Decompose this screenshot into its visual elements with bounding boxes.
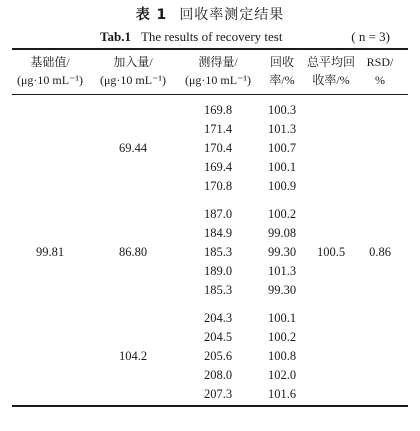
table-caption-en: The results of recovery test	[140, 29, 283, 44]
measured-cell: 207.3	[203, 387, 233, 401]
avg-recovery-cell: 100.5	[316, 245, 346, 259]
measured-cell: 169.8	[203, 103, 233, 117]
recovery-cell: 100.2	[267, 207, 297, 221]
measured-cell: 171.4	[203, 122, 233, 136]
recovery-cell: 100.7	[267, 141, 297, 155]
header-base-value: 基础值/ (μg·10 mL⁻¹)	[16, 55, 84, 87]
recovery-cell: 100.2	[267, 330, 297, 344]
measured-cell: 205.6	[203, 349, 233, 363]
recovery-cell: 100.9	[267, 179, 297, 193]
header-recovery: 回收 率/%	[269, 55, 295, 87]
table-caption-cn: 回收率测定结果	[179, 7, 285, 23]
table-title-cn	[0, 4, 420, 24]
measured-cell: 204.5	[203, 330, 233, 344]
measured-cell: 170.8	[203, 179, 233, 193]
measured-cell: 189.0	[203, 264, 233, 278]
recovery-cell: 99.08	[267, 226, 297, 240]
top-rule	[12, 48, 408, 50]
measured-cell: 187.0	[203, 207, 233, 221]
header-measured-amount: 测得量/ (μg·10 mL⁻¹)	[184, 55, 252, 87]
header-rsd: RSD/ %	[366, 55, 394, 87]
added-cell: 86.80	[118, 245, 148, 259]
recovery-cell: 100.3	[267, 103, 297, 117]
measured-cell: 185.3	[203, 245, 233, 259]
recovery-cell: 102.0	[267, 368, 297, 382]
recovery-cell: 100.1	[267, 160, 297, 174]
header-average-recovery: 总平均回 收率/%	[306, 55, 355, 87]
measured-cell: 185.3	[203, 283, 233, 297]
recovery-cell: 99.30	[267, 283, 297, 297]
table-number-cn: 表 1	[135, 7, 168, 23]
header-rule	[12, 94, 408, 95]
table-title-en	[100, 29, 282, 45]
base-value-cell: 99.81	[35, 245, 65, 259]
rsd-cell: 0.86	[369, 245, 391, 259]
recovery-cell: 100.8	[267, 349, 297, 363]
bottom-rule	[12, 405, 408, 407]
measured-cell: 184.9	[203, 226, 233, 240]
measured-cell: 204.3	[203, 311, 233, 325]
header-added-amount: 加入量/ (μg·10 mL⁻¹)	[99, 55, 167, 87]
recovery-cell: 100.1	[267, 311, 297, 325]
measured-cell: 169.4	[203, 160, 233, 174]
measured-cell: 170.4	[203, 141, 233, 155]
recovery-cell: 101.3	[267, 264, 297, 278]
measured-cell: 208.0	[203, 368, 233, 382]
added-cell: 104.2	[118, 349, 148, 363]
table-number-en: Tab.1	[100, 29, 131, 44]
sample-size-note: ( n = 3)	[351, 29, 390, 44]
recovery-cell: 99.30	[267, 245, 297, 259]
added-cell: 69.44	[118, 141, 148, 155]
recovery-cell: 101.6	[267, 387, 297, 401]
recovery-cell: 101.3	[267, 122, 297, 136]
